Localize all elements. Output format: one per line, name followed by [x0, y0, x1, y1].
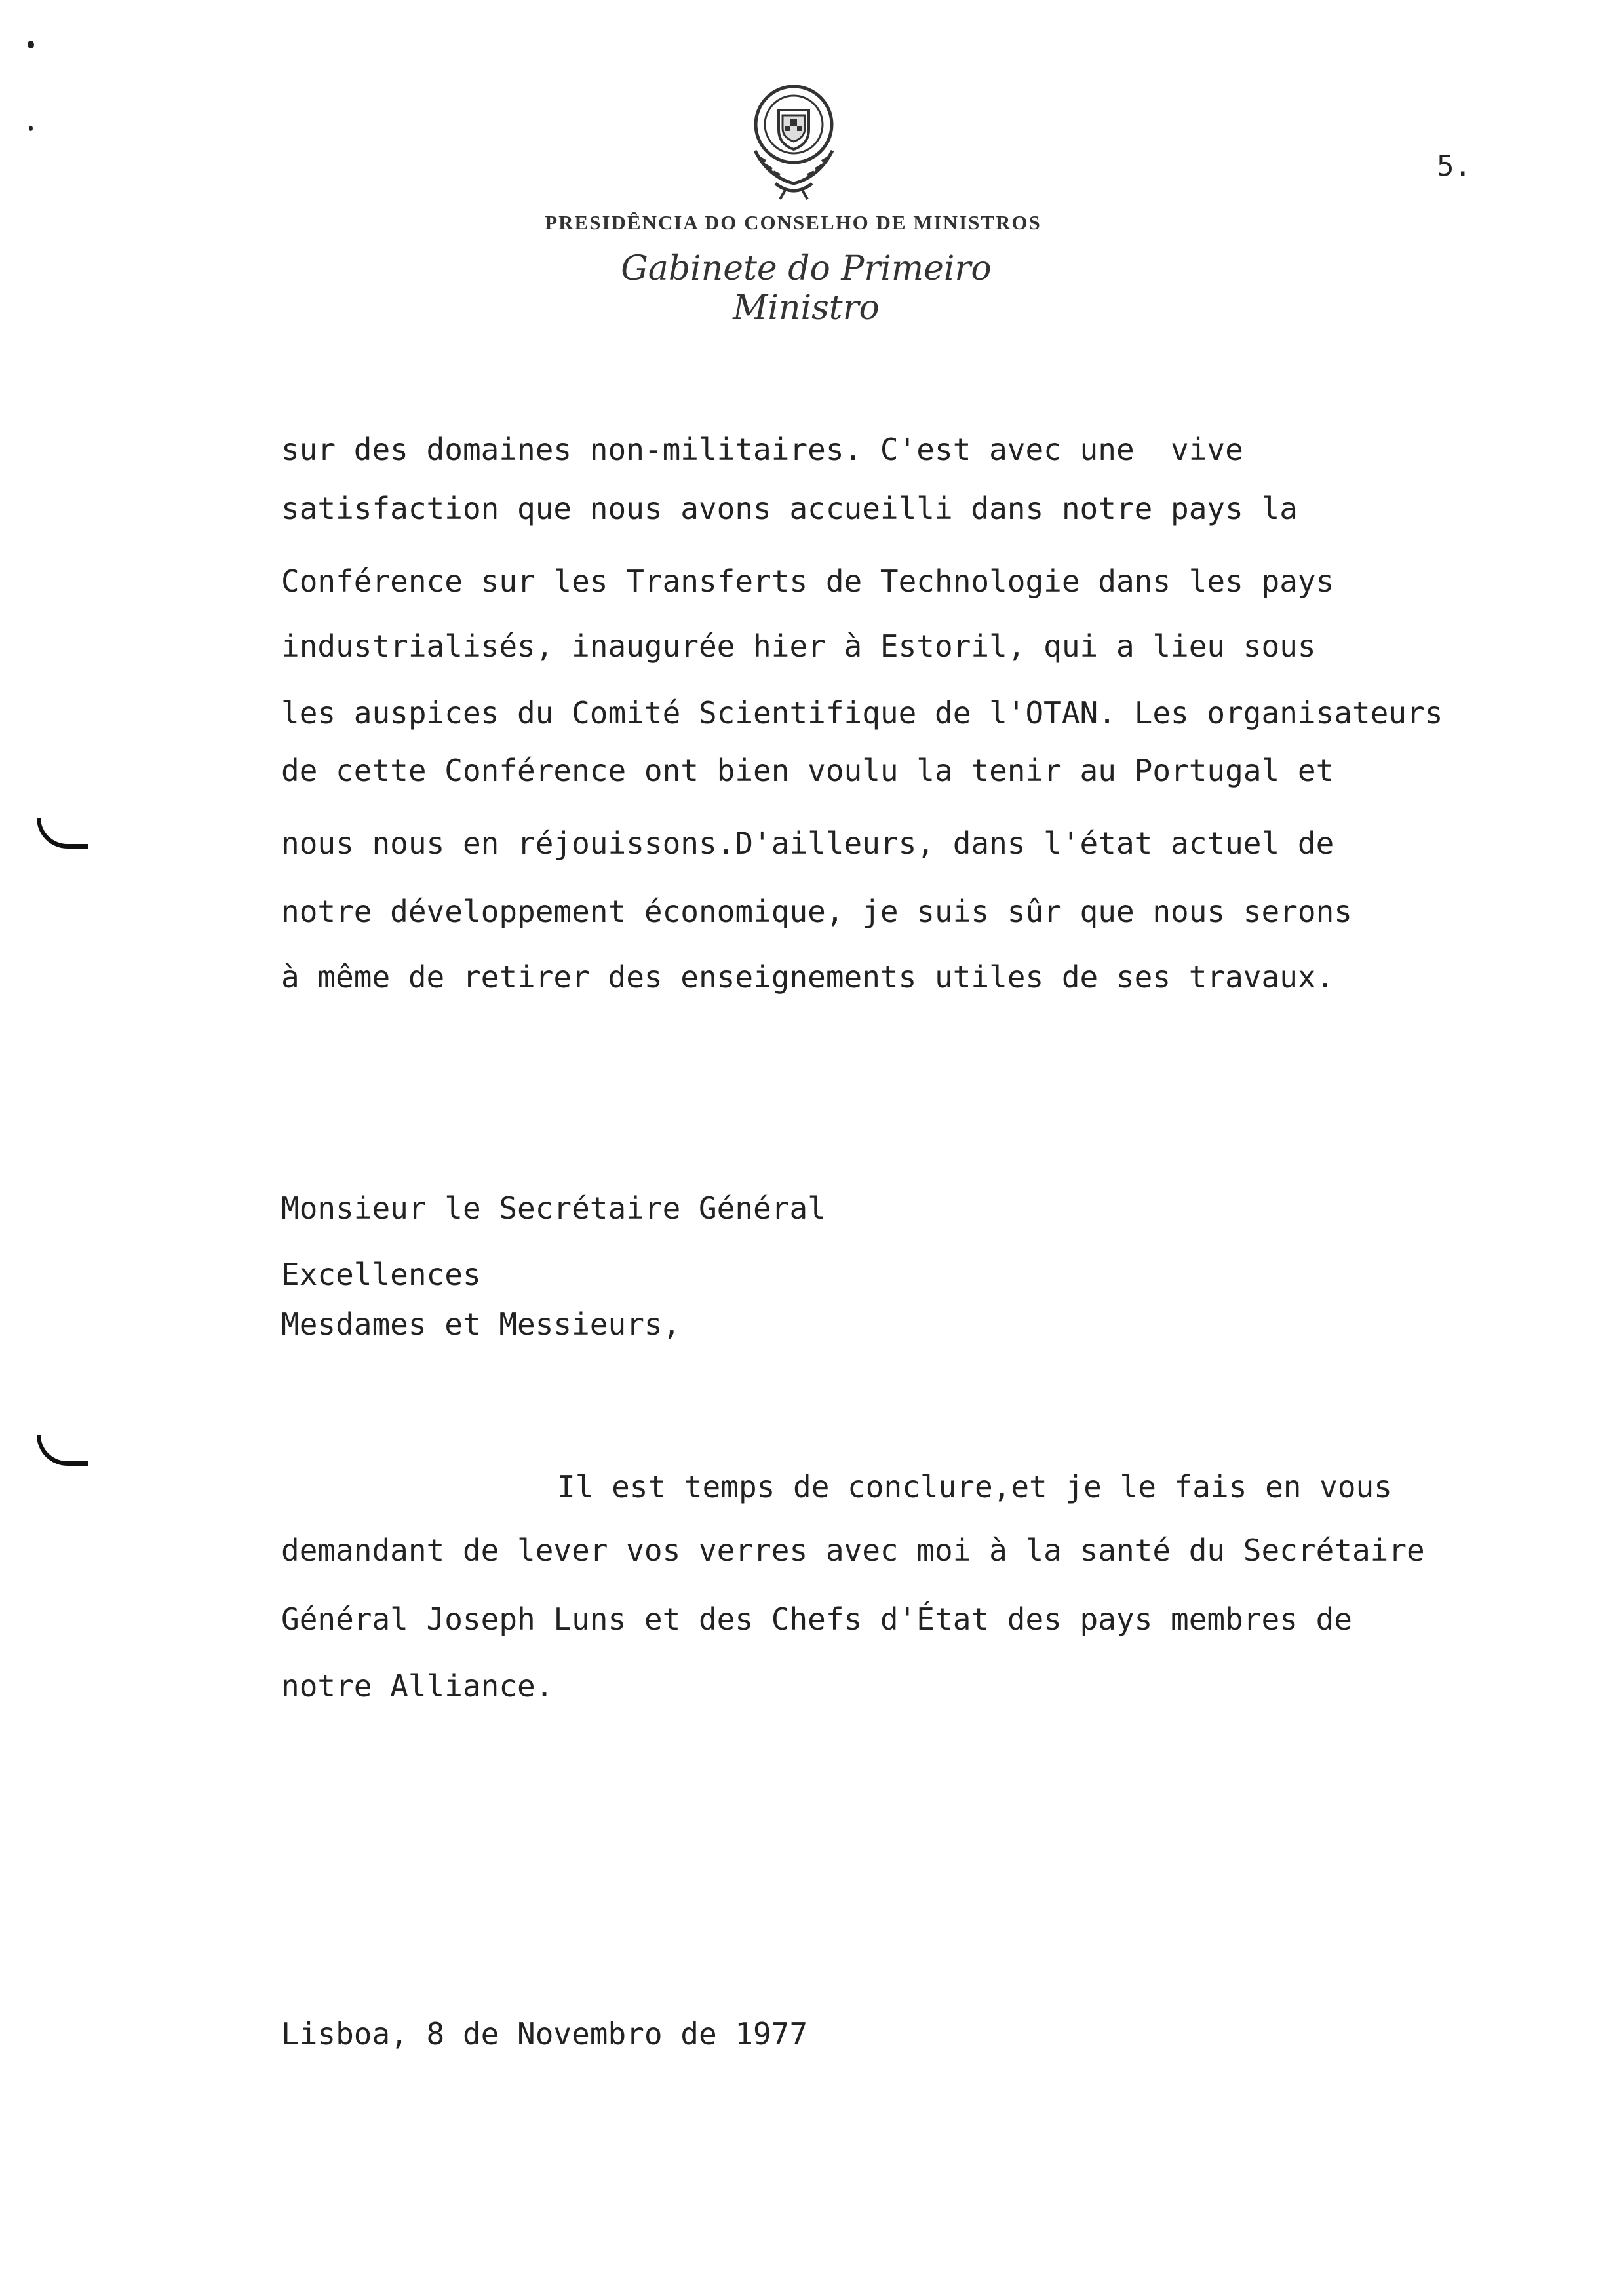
scan-speck: [28, 41, 34, 48]
organization-name: PRESIDÊNCIA DO CONSELHO DE MINISTROS: [545, 211, 1041, 234]
body-line: notre développement économique, je suis sûr que nous serons: [281, 894, 1352, 929]
body-line: Conférence sur les Transferts de Technologie dans les pays: [281, 564, 1334, 599]
salutation-line: Mesdames et Messieurs,: [281, 1307, 681, 1342]
page-number: 5.: [1437, 149, 1471, 183]
body-line: à même de retirer des enseignements utiles de ses travaux.: [281, 959, 1334, 995]
body-line: Général Joseph Luns et des Chefs d'État des pays membres de: [281, 1601, 1352, 1637]
salutation-line: Excellences: [281, 1257, 481, 1292]
body-line: Il est temps de conclure,et je le fais en vous: [557, 1469, 1392, 1504]
body-line: sur des domaines non-militaires. C'est avec une vive: [281, 432, 1243, 467]
salutation-line: Monsieur le Secrétaire Général: [281, 1191, 826, 1226]
body-line: les auspices du Comité Scientifique de l'OTAN. Les organisateurs: [281, 695, 1443, 731]
body-line: notre Alliance.: [281, 1668, 554, 1704]
body-line: industrialisés, inaugurée hier à Estoril, qui a lieu sous: [281, 628, 1316, 664]
binding-mark: [37, 818, 88, 849]
body-line: demandant de lever vos verres avec moi à la santé du Secrétaire: [281, 1533, 1425, 1568]
body-line: de cette Conférence ont bien voulu la tenir au Portugal et: [281, 753, 1334, 788]
scan-speck: [29, 126, 33, 131]
body-line: nous nous en réjouissons.D'ailleurs, dans l'état actuel de: [281, 826, 1334, 861]
coat-of-arms-icon: [739, 79, 848, 203]
office-name: Gabinete do Primeiro Ministro: [621, 249, 992, 328]
place-date: Lisboa, 8 de Novembro de 1977: [281, 2016, 808, 2052]
binding-mark: [37, 1435, 88, 1466]
body-line: satisfaction que nous avons accueilli dans notre pays la: [281, 491, 1298, 526]
